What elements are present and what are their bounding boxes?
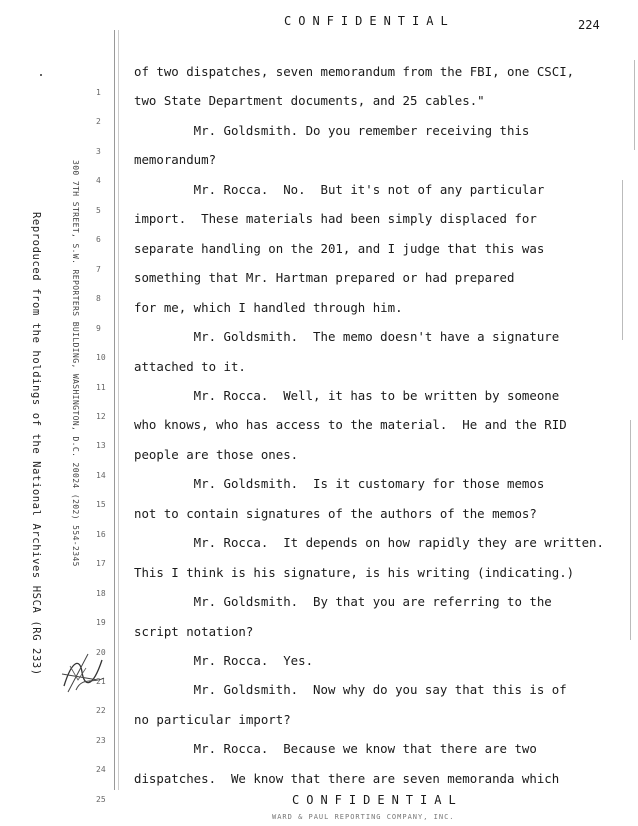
reporter-address: 300 7TH STREET, S.W. REPORTERS BUILDING, WASHINGTON, D.C. 20024 (202) 554-2345: [71, 160, 80, 567]
transcript-line: import. These materials had been simply displaced for: [134, 211, 537, 227]
header-confidential: CONFIDENTIAL: [284, 14, 455, 28]
line-number: 21: [96, 677, 106, 686]
transcript-line: attached to it.: [134, 358, 246, 374]
transcript-line: not to contain signatures of the authors of the memos?: [134, 505, 537, 521]
transcript-line: memorandum?: [134, 152, 217, 168]
line-number: 19: [96, 618, 106, 628]
line-number: 10: [96, 353, 106, 363]
line-number: 20: [96, 647, 106, 657]
line-number: 16: [96, 529, 106, 539]
scan-artifact: [634, 60, 635, 150]
margin-rule: [114, 30, 115, 790]
line-number: 7: [96, 264, 101, 274]
transcript-line: something that Mr. Hartman prepared or had prepared: [134, 270, 515, 286]
line-number: 4: [96, 176, 101, 186]
line-number: 24: [96, 765, 106, 775]
transcript-line: Mr. Rocca. It depends on how rapidly they are written.: [134, 535, 604, 551]
page-number: 224: [578, 18, 600, 32]
archive-note: Reproduced from the holdings of the National Archives HSCA (RG 233): [30, 212, 42, 676]
line-number: 13: [96, 441, 106, 451]
transcript-line: Mr. Rocca. Because we know that there are two: [134, 741, 537, 757]
transcript-line: for me, which I handled through him.: [134, 299, 403, 315]
transcript-line: This I think is his signature, is his writing (indicating.): [134, 564, 575, 580]
line-number: 2: [96, 117, 101, 127]
line-number: 14: [96, 470, 106, 480]
transcript-line: Mr. Goldsmith. Now why do you say that this is of: [134, 682, 567, 698]
transcript-line: Mr. Goldsmith. Is it customary for those memos: [134, 476, 545, 492]
transcript-line: dispatches. We know that there are seven memoranda which: [134, 770, 560, 786]
line-number: 17: [96, 559, 106, 569]
footer-confidential: CONFIDENTIAL: [292, 793, 463, 807]
transcript-line: of two dispatches, seven memorandum from the FBI, one CSCI,: [134, 64, 575, 79]
margin-rule-secondary: [118, 30, 119, 790]
line-number: 11: [96, 382, 106, 392]
line-number: 18: [96, 588, 106, 598]
transcript-line: who knows, who has access to the material. He and the RID: [134, 417, 567, 433]
line-number: 1: [96, 88, 101, 97]
transcript-line: script notation?: [134, 623, 254, 639]
line-number: 12: [96, 411, 106, 421]
line-number: 3: [96, 146, 101, 156]
transcript-line: people are those ones.: [134, 446, 299, 462]
transcript-line: separate handling on the 201, and I judge that this was: [134, 240, 545, 256]
transcript-line: Mr. Rocca. Well, it has to be written by someone: [134, 387, 560, 403]
transcript-line: Mr. Rocca. No. But it's not of any particular: [134, 181, 545, 197]
transcript-line: Mr. Rocca. Yes.: [134, 653, 314, 668]
footer-company: WARD & PAUL REPORTING COMPANY, INC.: [272, 813, 455, 821]
transcript-line: Mr. Goldsmith. The memo doesn't have a signature: [134, 329, 560, 345]
line-number: 22: [96, 706, 106, 716]
line-number: 8: [96, 294, 101, 304]
scan-artifact: [622, 180, 623, 340]
line-number: 9: [96, 323, 101, 333]
stray-mark: [40, 74, 42, 76]
scan-artifact: [630, 420, 631, 640]
transcript-line: two State Department documents, and 25 cables.": [134, 93, 485, 109]
handwritten-mark-icon: [58, 647, 108, 696]
transcript-line: Mr. Goldsmith. Do you remember receiving this: [134, 122, 530, 138]
line-number: 5: [96, 205, 101, 215]
line-number: 25: [96, 794, 106, 804]
transcript-line: Mr. Goldsmith. By that you are referring to the: [134, 594, 552, 610]
transcript-line: no particular import?: [134, 711, 291, 727]
line-number: 15: [96, 500, 106, 510]
line-number: 23: [96, 735, 106, 745]
line-number: 6: [96, 235, 101, 245]
